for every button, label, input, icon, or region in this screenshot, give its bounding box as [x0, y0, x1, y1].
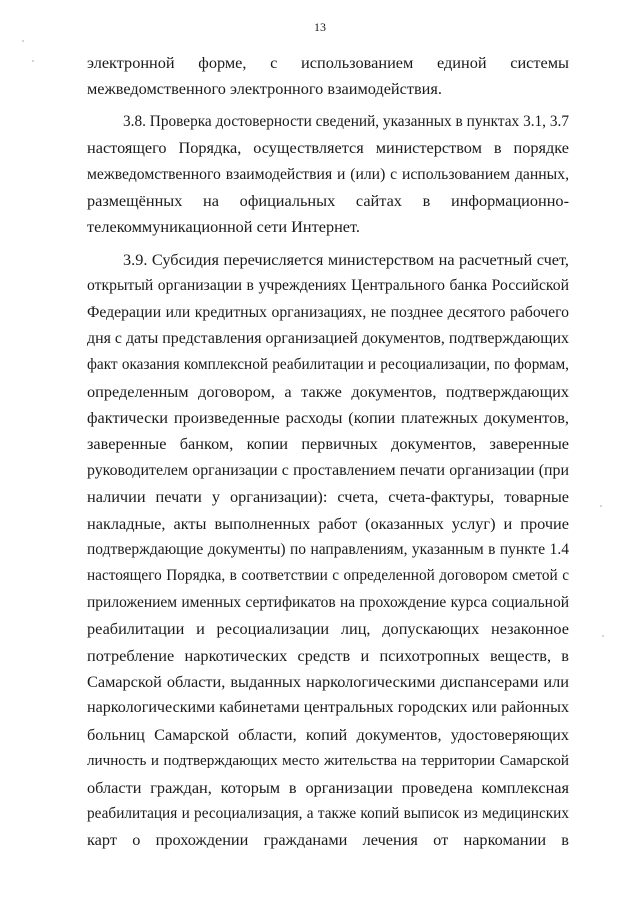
text-line: межведомственного электронного взаимодействия.: [87, 79, 442, 99]
scan-speck: [32, 60, 34, 62]
text-line: подтверждающие документы) по направлениям, указанным в пункте 1.4: [87, 541, 569, 559]
text-line: реабилитация и ресоциализация, а также копий выписок из медицинских: [87, 804, 569, 822]
text-line: размещённых на официальных сайтах в информационно-: [87, 190, 569, 210]
document-body: [87, 50, 569, 854]
text-line: 3.9. Субсидия перечисляется министерством на расчетный счет,: [123, 249, 569, 269]
text-line: открытый организации в учреждениях Центрального банка Российской: [87, 277, 569, 295]
page-number: 13: [314, 20, 326, 34]
text-line: электронной форме, с использованием единой системы: [87, 53, 569, 72]
text-line: карт о прохождении гражданами лечения от наркомании в: [87, 830, 569, 850]
text-line: межведомственного взаимодействия и (или) с использованием данных,: [87, 165, 569, 183]
text-line: больниц Самарской области, копий документов, удостоверяющих: [87, 724, 569, 744]
scan-speck: [602, 635, 604, 637]
text-line: 3.8. Проверка достоверности сведений, указанных в пунктах 3.1, 3.7: [123, 112, 569, 130]
text-line: личность и подтверждающих место жительства на территории Самарской: [87, 753, 569, 770]
text-line: заверенные банком, копии первичных документов, заверенные: [87, 434, 569, 454]
text-line: фактически произведенные расходы (копии платежных документов,: [87, 408, 569, 428]
text-line: настоящего Порядка, в соответствии с определенной договором сметой с: [87, 567, 569, 585]
text-line: настоящего Порядка, осуществляется министерством в порядке: [87, 138, 569, 158]
scan-speck: [600, 505, 602, 507]
text-line: Самарской области, выданных наркологическими диспансерами или: [87, 671, 569, 691]
text-line: дня с даты представления организацией документов, подтверждающих: [87, 329, 569, 347]
text-line: Федерации или кредитных организациях, не позднее десятого рабочего: [87, 303, 569, 321]
text-line: области граждан, которым в организации проведена комплексная: [87, 777, 569, 797]
text-line: наличии печати у организации): счета, счета-фактуры, товарные: [87, 487, 569, 507]
text-line: потребление наркотических средств и психотропных веществ, в: [87, 645, 569, 665]
text-line: руководителем организации с проставлением печати организации (при: [87, 461, 569, 479]
text-line: наркологическими кабинетами центральных городских или районных: [87, 699, 569, 717]
text-line: определенным договором, а также документов, подтверждающих: [87, 381, 569, 401]
text-line: телекоммуникационной сети Интернет.: [87, 217, 360, 237]
text-line: факт оказания комплексной реабилитации и ресоциализации, по формам,: [87, 356, 569, 374]
scan-speck: [22, 40, 24, 42]
text-line: реабилитации и ресоциализации лиц, допускающих незаконное: [87, 619, 569, 639]
text-line: накладные, акты выполненных работ (оказанных услуг) и прочие: [87, 513, 569, 533]
text-line: приложением именных сертификатов на прохождение курса социальной: [87, 593, 569, 611]
